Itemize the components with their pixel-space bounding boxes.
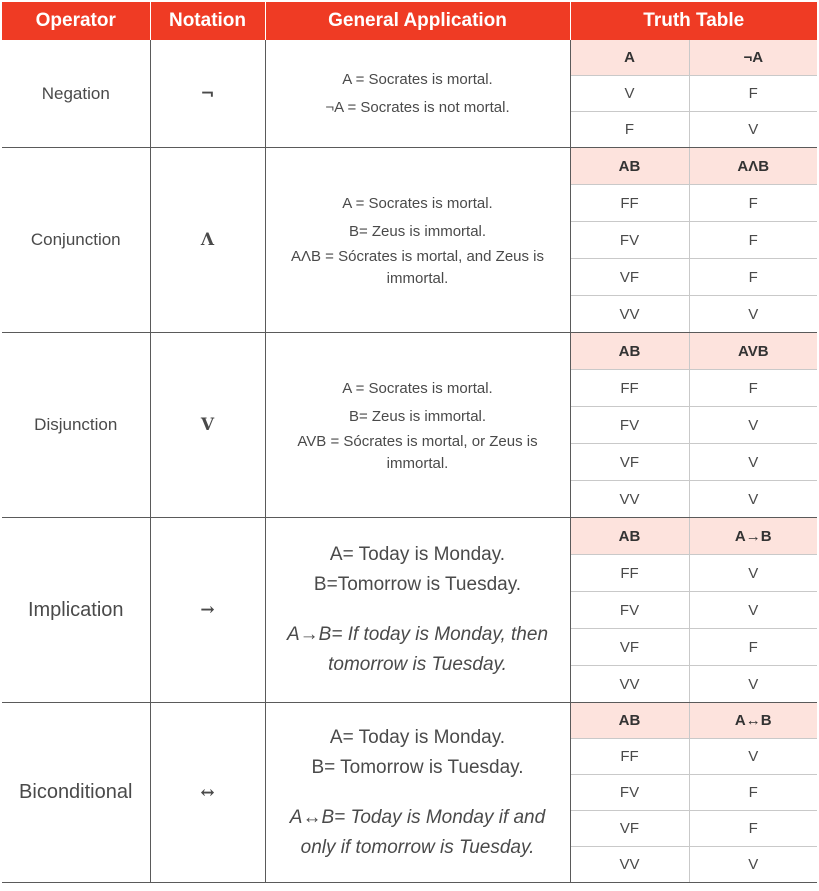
truth-header-cell: AB bbox=[570, 333, 689, 370]
application-negation bbox=[265, 40, 570, 148]
application-line: B=Tomorrow is Tuesday. bbox=[313, 574, 522, 595]
truth-header-cell: AB bbox=[570, 148, 689, 185]
notation-conjunction: Λ bbox=[150, 148, 265, 333]
table-row bbox=[2, 703, 817, 739]
application-line: A = Socrates is mortal. bbox=[342, 70, 493, 88]
truth-cell: V bbox=[570, 76, 689, 112]
truth-cell: V bbox=[689, 666, 817, 703]
truth-header-cell: A bbox=[570, 40, 689, 76]
header-row bbox=[2, 2, 817, 40]
truth-cell: V bbox=[689, 407, 817, 444]
truth-header-cell: AΛB bbox=[689, 148, 817, 185]
application-conjunction bbox=[265, 148, 570, 333]
truth-cell: FF bbox=[570, 185, 689, 222]
notation-negation: ¬ bbox=[150, 40, 265, 148]
truth-cell: VV bbox=[570, 481, 689, 518]
truth-header-cell: ¬A bbox=[689, 40, 817, 76]
application-biconditional bbox=[265, 703, 570, 883]
truth-header-cell: A→B bbox=[689, 518, 817, 555]
operator-biconditional: Biconditional bbox=[2, 703, 150, 883]
truth-cell: VV bbox=[570, 666, 689, 703]
header-truth-table: Truth Table bbox=[570, 2, 817, 40]
application-line: A↔B= Today is Monday if and only if tomorrow is Tuesday. bbox=[289, 806, 546, 858]
truth-cell: F bbox=[689, 76, 817, 112]
application-line: B= Zeus is immortal. bbox=[348, 408, 487, 425]
application-line: AΛB = Sócrates is mortal, and Zeus is immortal. bbox=[290, 248, 545, 287]
truth-cell: V bbox=[689, 444, 817, 481]
table-row bbox=[2, 40, 817, 76]
truth-cell: VF bbox=[570, 811, 689, 847]
header-notation: Notation bbox=[150, 2, 265, 40]
truth-cell: F bbox=[689, 259, 817, 296]
truth-cell: FV bbox=[570, 407, 689, 444]
application-line: AVB = Sócrates is mortal, or Zeus is immortal. bbox=[297, 433, 538, 472]
truth-cell: F bbox=[689, 222, 817, 259]
truth-cell: V bbox=[689, 481, 817, 518]
truth-cell: V bbox=[689, 847, 817, 883]
application-line: B= Zeus is immortal. bbox=[348, 223, 487, 240]
truth-cell: F bbox=[689, 370, 817, 407]
application-line: A= Today is Monday. bbox=[329, 726, 506, 748]
truth-cell: F bbox=[570, 112, 689, 148]
header-operator: Operator bbox=[2, 2, 150, 40]
truth-cell: F bbox=[689, 185, 817, 222]
notation-biconditional: ↔ bbox=[150, 703, 265, 883]
truth-cell: VV bbox=[570, 847, 689, 883]
truth-cell: FV bbox=[570, 592, 689, 629]
truth-cell: V bbox=[689, 592, 817, 629]
truth-cell: VF bbox=[570, 259, 689, 296]
table-row bbox=[2, 148, 817, 185]
application-line: A = Socrates is mortal. bbox=[342, 380, 493, 397]
application-line: A = Socrates is mortal. bbox=[342, 195, 493, 212]
table-row bbox=[2, 333, 817, 370]
operator-conjunction: Conjunction bbox=[2, 148, 150, 333]
truth-cell: F bbox=[689, 811, 817, 847]
notation-implication: → bbox=[150, 518, 265, 703]
truth-header-cell: AVB bbox=[689, 333, 817, 370]
application-line: B= Tomorrow is Tuesday. bbox=[311, 756, 524, 778]
truth-cell: VF bbox=[570, 629, 689, 666]
operator-implication: Implication bbox=[2, 518, 150, 703]
operator-negation: Negation bbox=[2, 40, 150, 148]
application-line: ¬A = Socrates is not mortal. bbox=[325, 98, 510, 116]
notation-disjunction: V bbox=[150, 333, 265, 518]
truth-cell: F bbox=[689, 629, 817, 666]
truth-cell: FF bbox=[570, 555, 689, 592]
truth-cell: V bbox=[689, 739, 817, 775]
truth-header-cell: AB bbox=[570, 703, 689, 739]
truth-header-cell: AB bbox=[570, 518, 689, 555]
truth-cell: FF bbox=[570, 739, 689, 775]
header-general-application: General Application bbox=[265, 2, 570, 40]
table-row bbox=[2, 518, 817, 555]
truth-cell: F bbox=[689, 775, 817, 811]
truth-cell: V bbox=[689, 296, 817, 333]
logical-operators-table bbox=[2, 2, 817, 883]
application-line: A= Today is Monday. bbox=[329, 544, 506, 565]
truth-cell: FV bbox=[570, 222, 689, 259]
application-implication bbox=[265, 518, 570, 703]
truth-cell: V bbox=[689, 555, 817, 592]
truth-cell: VV bbox=[570, 296, 689, 333]
truth-cell: VF bbox=[570, 444, 689, 481]
application-line: A→B= If today is Monday, then tomorrow is Tuesday. bbox=[286, 624, 549, 675]
truth-header-cell: A↔B bbox=[689, 703, 817, 739]
application-disjunction bbox=[265, 333, 570, 518]
truth-cell: FF bbox=[570, 370, 689, 407]
truth-cell: FV bbox=[570, 775, 689, 811]
truth-cell: V bbox=[689, 112, 817, 148]
operator-disjunction: Disjunction bbox=[2, 333, 150, 518]
